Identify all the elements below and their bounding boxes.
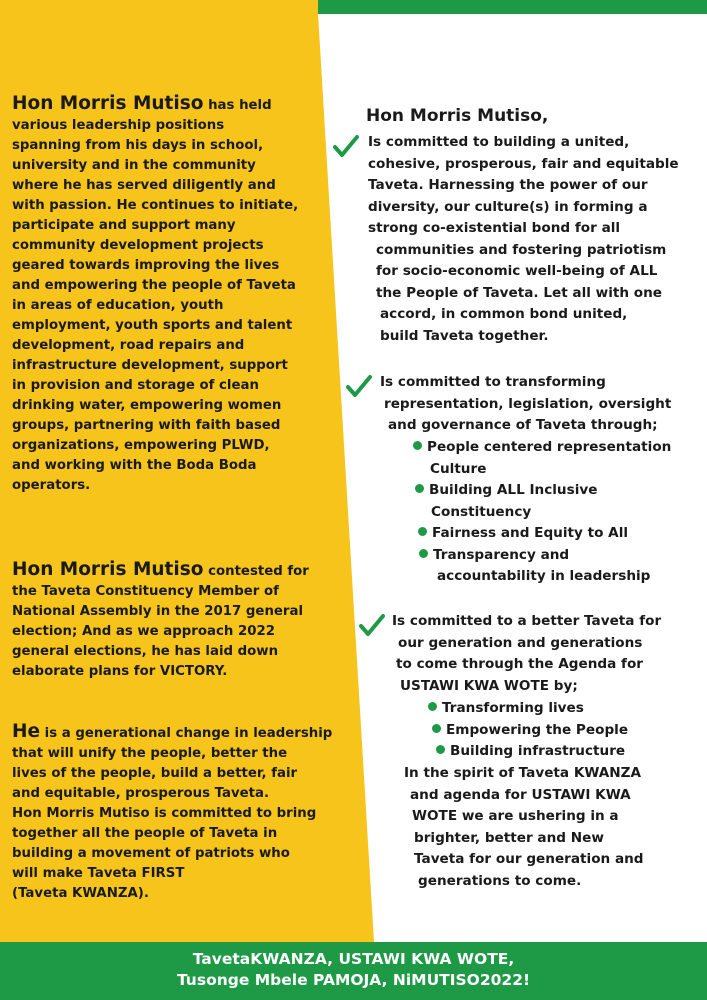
bullet-icon (428, 702, 437, 711)
p1-line: community development projects (12, 238, 264, 253)
s3-line: our generation and generations (398, 634, 643, 651)
list-item: People centered representation (413, 437, 671, 459)
list-item: Empowering the People (428, 720, 628, 742)
p2-first-rest: contested for (203, 564, 309, 579)
p2-line: general elections, he has laid down (12, 644, 279, 659)
list-item: Transparency and (413, 545, 671, 567)
p1-line: geared towards improving the lives (12, 258, 280, 273)
right-section-1 (368, 132, 679, 347)
bullet-icon (432, 724, 441, 733)
p3-line: will make Taveta FIRST (12, 866, 185, 881)
p2-lead: Hon Morris Mutiso (12, 559, 204, 580)
s3-tail-line: generations to come. (418, 872, 582, 889)
s1-line: Taveta. Harnessing the power of our (368, 177, 648, 193)
p1-line: participate and support many (12, 218, 236, 233)
banner-line-2: Tusonge Mbele PAMOJA, NiMUTISO2022! (176, 971, 531, 989)
s3-tail-line: WOTE we are ushering in a (412, 808, 619, 824)
right-section-3 (392, 611, 661, 697)
p1-line: operators. (12, 478, 91, 493)
right-section-2 (380, 372, 671, 437)
list-item: accountability in leadership (437, 568, 651, 584)
left-paragraph-1 (12, 94, 298, 496)
bottom-banner (0, 942, 707, 1000)
p1-line: where he has served diligently and (12, 178, 276, 193)
left-paragraph-2 (12, 560, 309, 682)
p1-line: various leadership positions (12, 118, 225, 133)
s3-tail-line: and agenda for USTAWI KWA (410, 786, 631, 803)
s1-line: accord, in common bond united, (380, 306, 628, 322)
s1-line: the People of Taveta. Let all with one (376, 284, 663, 301)
list-item: Building ALL Inclusive (413, 480, 671, 502)
s2-line: and governance of Taveta through; (388, 417, 658, 433)
s1-line: cohesive, prosperous, fair and equitable (368, 155, 679, 172)
p1-line: spanning from his days in school, (12, 138, 264, 153)
s1-line: communities and fostering patriotism (376, 241, 667, 258)
s3-bullet-list (428, 698, 628, 763)
s2-bullet-list (413, 437, 671, 588)
top-green-bar (318, 0, 707, 14)
p1-line: and working with the Boda Boda (12, 458, 257, 473)
list-item: Transforming lives (428, 698, 628, 720)
s1-line: strong co-existential bond for all (368, 220, 621, 236)
p1-line: development, road repairs and (12, 338, 245, 353)
p3-line: building a movement of patriots who (12, 846, 290, 861)
s2-line: representation, legislation, oversight (384, 395, 672, 412)
right-heading: Hon Morris Mutiso, (366, 106, 549, 126)
p3-lead: He (12, 721, 41, 742)
p1-first-rest: has held (203, 98, 272, 113)
s1-line: build Taveta together. (380, 327, 549, 344)
p2-line: National Assembly in the 2017 general (12, 604, 304, 619)
s3-tail-line: In the spirit of Taveta KWANZA (404, 765, 642, 781)
s3-line: to come through the Agenda for (396, 656, 643, 672)
p1-line: university and in the community (12, 158, 256, 173)
p3-line: and equitable, prosperous Taveta. (12, 786, 270, 801)
s2-line: Is committed to transforming (380, 374, 606, 390)
p2-line: election; And as we approach 2022 (12, 624, 275, 639)
list-item: Culture (430, 460, 487, 477)
p1-lead: Hon Morris Mutiso (12, 93, 204, 114)
p3-line: (Taveta KWANZA). (12, 886, 149, 901)
p1-line: with passion. He continues to initiate, (12, 198, 299, 213)
list-item: Building infrastructure (428, 741, 628, 763)
checkmark-icon (359, 613, 385, 637)
p1-line: and empowering the people of Taveta (12, 278, 296, 293)
left-paragraph-3 (12, 722, 332, 904)
bullet-icon (415, 484, 424, 493)
p2-line: elaborate plans for VICTORY. (12, 664, 228, 679)
banner-line-1: TavetaKWANZA, USTAWI KWA WOTE, (192, 950, 515, 968)
p3-first-rest: is a generational change in leadership (40, 726, 333, 741)
bullet-icon (419, 549, 428, 558)
p1-line: infrastructure development, support (12, 358, 288, 373)
bullet-icon (413, 441, 422, 450)
s3-closing (404, 763, 644, 892)
list-item: Constituency (431, 503, 532, 520)
p1-line: in areas of education, youth (12, 298, 224, 313)
bullet-icon (418, 527, 427, 536)
p3-line: together all the people of Taveta in (12, 826, 278, 841)
p1-line: organizations, empowering PLWD, (12, 438, 270, 453)
bullet-icon (436, 745, 445, 754)
p3-line: lives of the people, build a better, fair (12, 766, 298, 781)
s3-tail-line: brighter, better and New (414, 829, 604, 846)
s1-line: diversity, our culture(s) in forming a (368, 198, 648, 215)
p3-line: that will unify the people, better the (12, 746, 288, 761)
s1-line: Is committed to building a united, (368, 134, 630, 150)
s3-line: USTAWI KWA WOTE by; (400, 677, 578, 694)
s3-line: Is committed to a better Taveta for (392, 613, 662, 629)
p3-line: Hon Morris Mutiso is committed to bring (12, 806, 317, 821)
checkmark-icon (333, 134, 359, 158)
s3-tail-line: Taveta for our generation and (414, 851, 644, 867)
p1-line: employment, youth sports and talent (12, 318, 293, 333)
p1-line: drinking water, empowering women (12, 398, 282, 413)
list-item: Fairness and Equity to All (413, 523, 671, 545)
p2-line: the Taveta Constituency Member of (12, 584, 279, 599)
s1-line: for socio-economic well-being of ALL (376, 263, 658, 279)
p1-line: in provision and storage of clean (12, 378, 259, 393)
checkmark-icon (346, 374, 372, 398)
p1-line: groups, partnering with faith based (12, 418, 281, 433)
